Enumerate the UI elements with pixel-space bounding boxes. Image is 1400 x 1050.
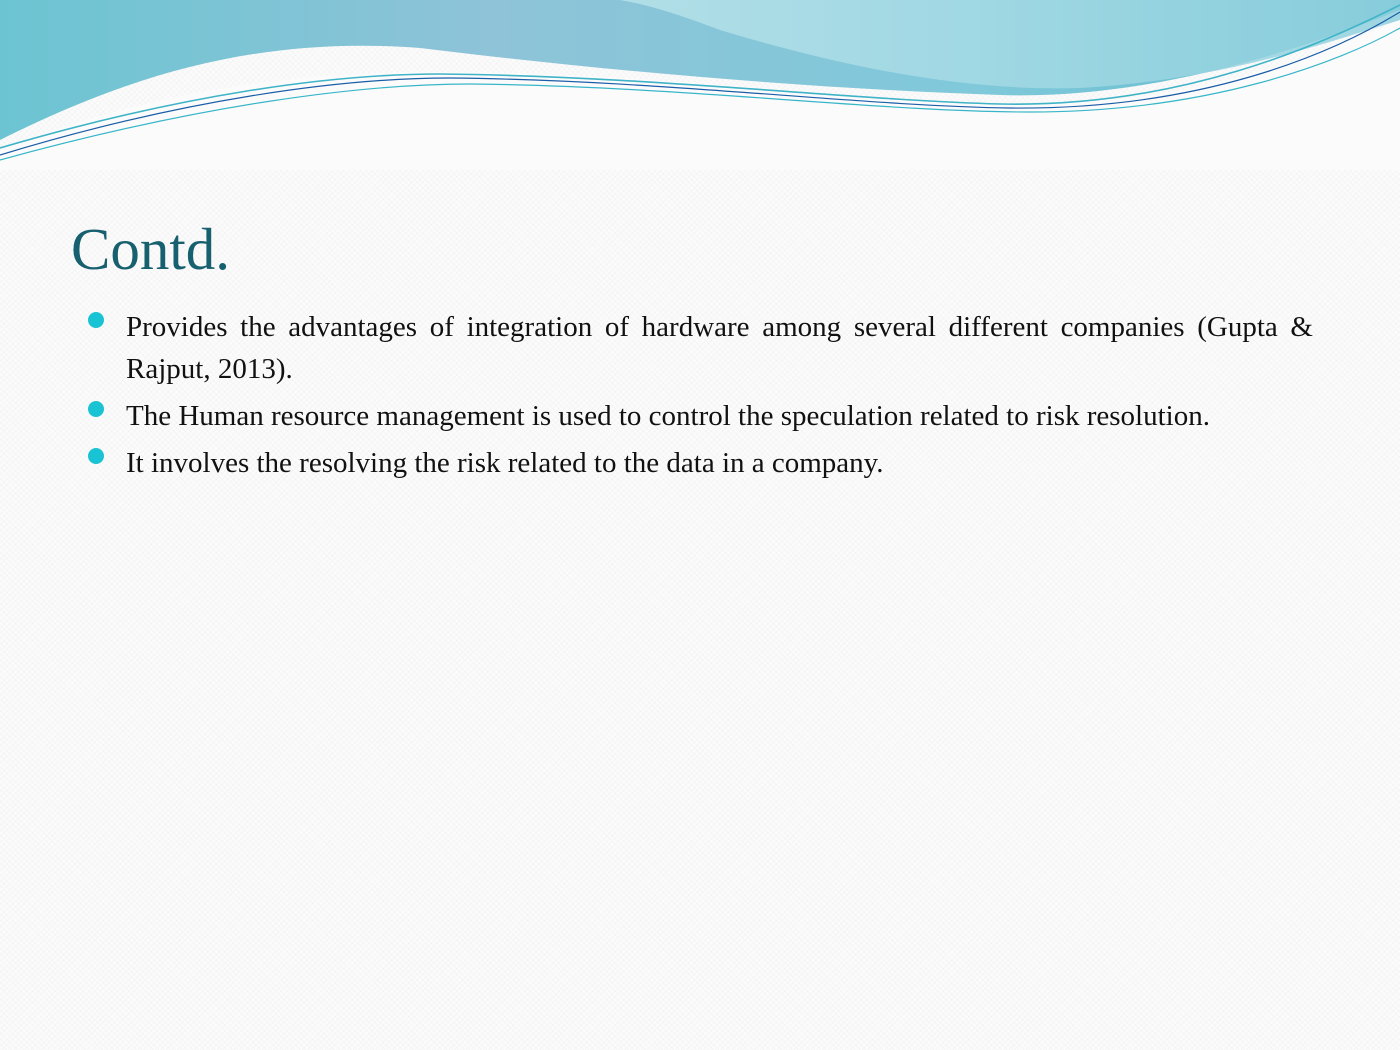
bullet-dot-icon: [88, 312, 104, 328]
header-wave-decoration: [0, 0, 1400, 170]
bullet-dot-icon: [88, 401, 104, 417]
bullet-list: [88, 306, 1313, 489]
slide-title: Contd.: [71, 216, 230, 282]
bullet-dot-icon: [88, 448, 104, 464]
bullet-item: [88, 395, 1313, 437]
bullet-text: The Human resource management is used to control the speculation related to risk resolution.: [126, 400, 1210, 432]
bullet-item: [88, 306, 1313, 390]
bullet-text: Provides the advantages of integration of hardware among several different companies (Gupta & Rajput, 2013).: [126, 311, 1313, 385]
bullet-text: It involves the resolving the risk related to the data in a company.: [126, 447, 884, 479]
bullet-item: [88, 442, 1313, 484]
